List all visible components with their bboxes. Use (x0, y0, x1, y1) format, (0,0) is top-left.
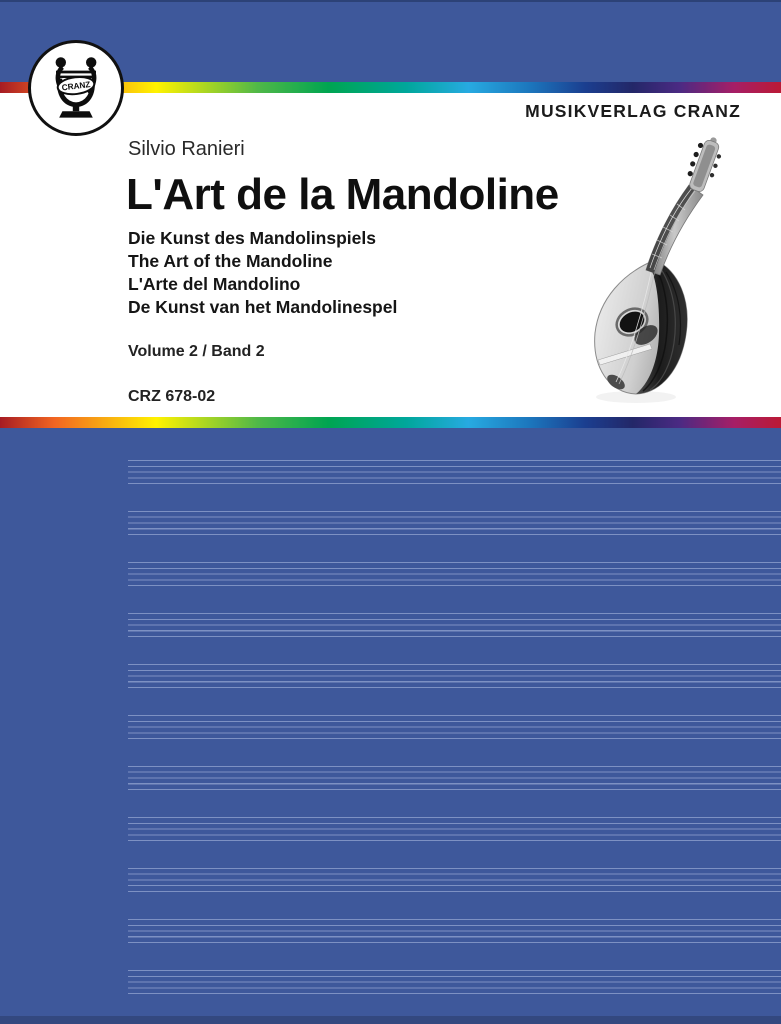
page-title: L'Art de la Mandoline (126, 170, 559, 219)
lyre-icon (36, 48, 116, 128)
subtitle-italian: L'Arte del Mandolino (128, 274, 301, 294)
staff-lines (128, 460, 781, 484)
staff-lines (128, 664, 781, 688)
staff-lines (128, 868, 781, 892)
subtitle-german: Die Kunst des Mandolinspiels (128, 228, 376, 248)
staff-lines (128, 613, 781, 637)
publisher-name: MUSIKVERLAG CRANZ (525, 101, 741, 121)
catalog-number: CRZ 678-02 (128, 388, 216, 405)
bottom-edge-shade (0, 1016, 781, 1024)
staff-lines (128, 817, 781, 841)
mandolin-image (586, 136, 736, 406)
subtitle-dutch: De Kunst van het Mandolinespel (128, 297, 398, 317)
staff-lines (128, 511, 781, 535)
logo-text: CRANZ (61, 79, 92, 93)
author-name: Silvio Ranieri (128, 138, 245, 160)
publisher-logo (28, 40, 124, 136)
bottom-blue-band (0, 428, 781, 1024)
staff-lines (128, 562, 781, 586)
music-staves (128, 460, 781, 1021)
volume-label: Volume 2 / Band 2 (128, 343, 265, 360)
staff-lines (128, 970, 781, 994)
staff-lines (128, 766, 781, 790)
staff-lines (128, 919, 781, 943)
subtitle-block (128, 227, 397, 319)
rainbow-stripe-bottom (0, 417, 781, 428)
staff-lines (128, 715, 781, 739)
subtitle-english: The Art of the Mandoline (128, 251, 333, 271)
